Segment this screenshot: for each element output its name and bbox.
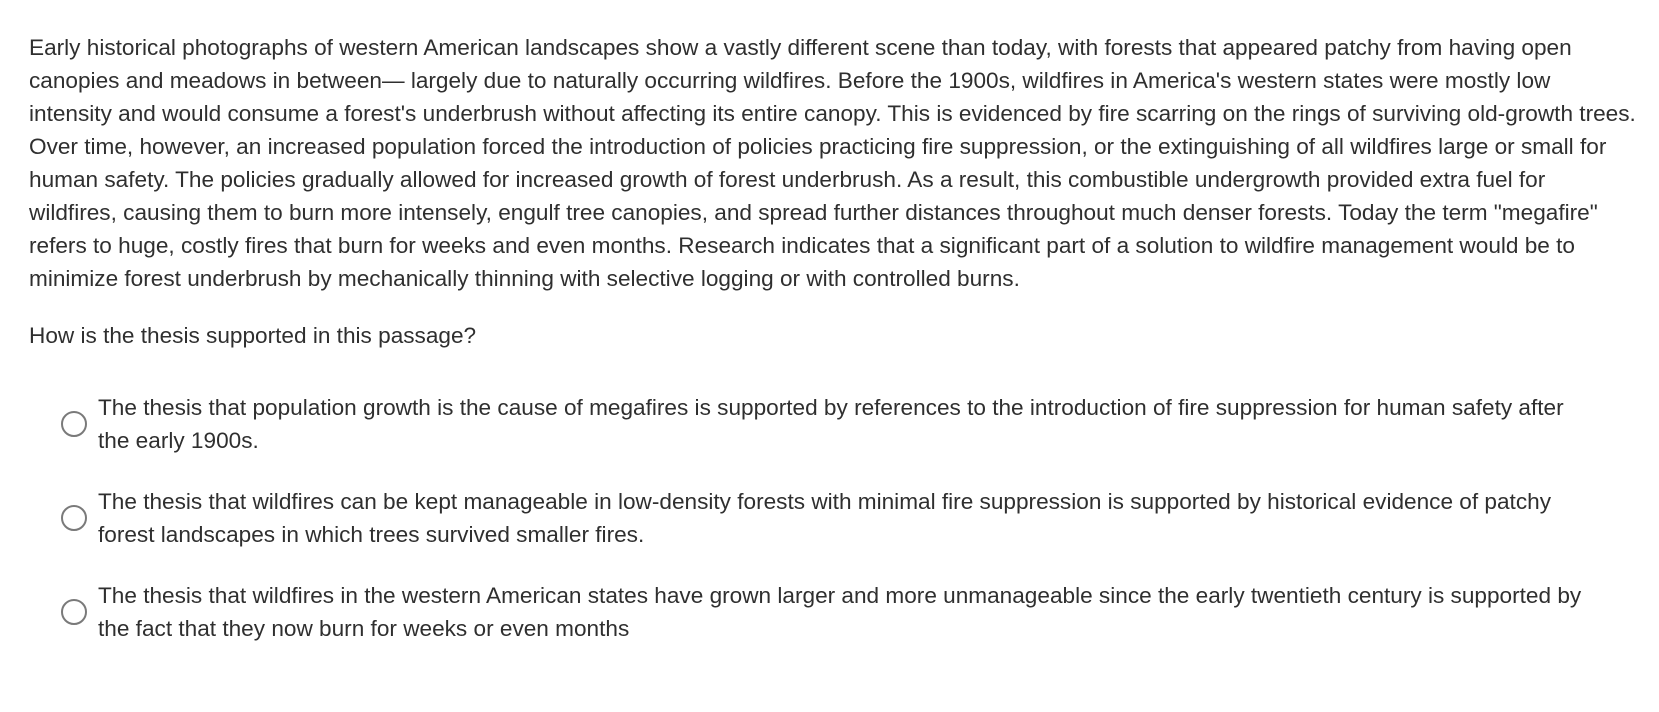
answer-option-3-text: The thesis that wildfires in the western American states have grown larger and more unmanageable since the early twentieth century is supported by the fact that they now burn for weeks or even months [98, 583, 1582, 641]
radio-button-1[interactable] [61, 411, 87, 437]
answer-option-3[interactable] [29, 579, 1639, 645]
answer-option-2-text: The thesis that wildfires can be kept manageable in low-density forests with minimal fire suppression is supported by historical evidence of patchy forest landscapes in which trees survived smaller fires. [98, 489, 1551, 547]
radio-button-2[interactable] [61, 505, 87, 531]
answer-options [29, 391, 1639, 645]
answer-option-1[interactable] [29, 391, 1639, 457]
question-prompt: How is the thesis supported in this passage? [29, 323, 477, 348]
reading-passage: Early historical photographs of western American landscapes show a vastly different scene than today, with forests that appeared patchy from having open canopies and meadows in between— largely due to naturally occurring wildfires. Before the 1900s, wildfires in America's western states were mostly low intensity and would consume a forest's underbrush without affecting its entire canopy. This is evidenced by fire scarring on the rings of surviving old-growth trees. Over time, however, an increased population forced the introduction of policies practicing fire suppression, or the extinguishing of all wildfires large or small for human safety. The policies gradually allowed for increased growth of forest underbrush. As a result, this combustible undergrowth provided extra fuel for wildfires, causing them to burn more intensely, engulf tree canopies, and spread further distances throughout much denser forests. Today the term "megafire" refers to huge, costly fires that burn for weeks and even months. Research indicates that a significant part of a solution to wildfire management would be to minimize forest underbrush by mechanically thinning with selective logging or with controlled burns. [29, 35, 1636, 291]
question-page [29, 31, 1639, 673]
answer-option-2[interactable] [29, 485, 1639, 551]
answer-option-1-text: The thesis that population growth is the cause of megafires is supported by references to the introduction of fire suppression for human safety after the early 1900s. [98, 395, 1564, 453]
radio-button-3[interactable] [61, 599, 87, 625]
